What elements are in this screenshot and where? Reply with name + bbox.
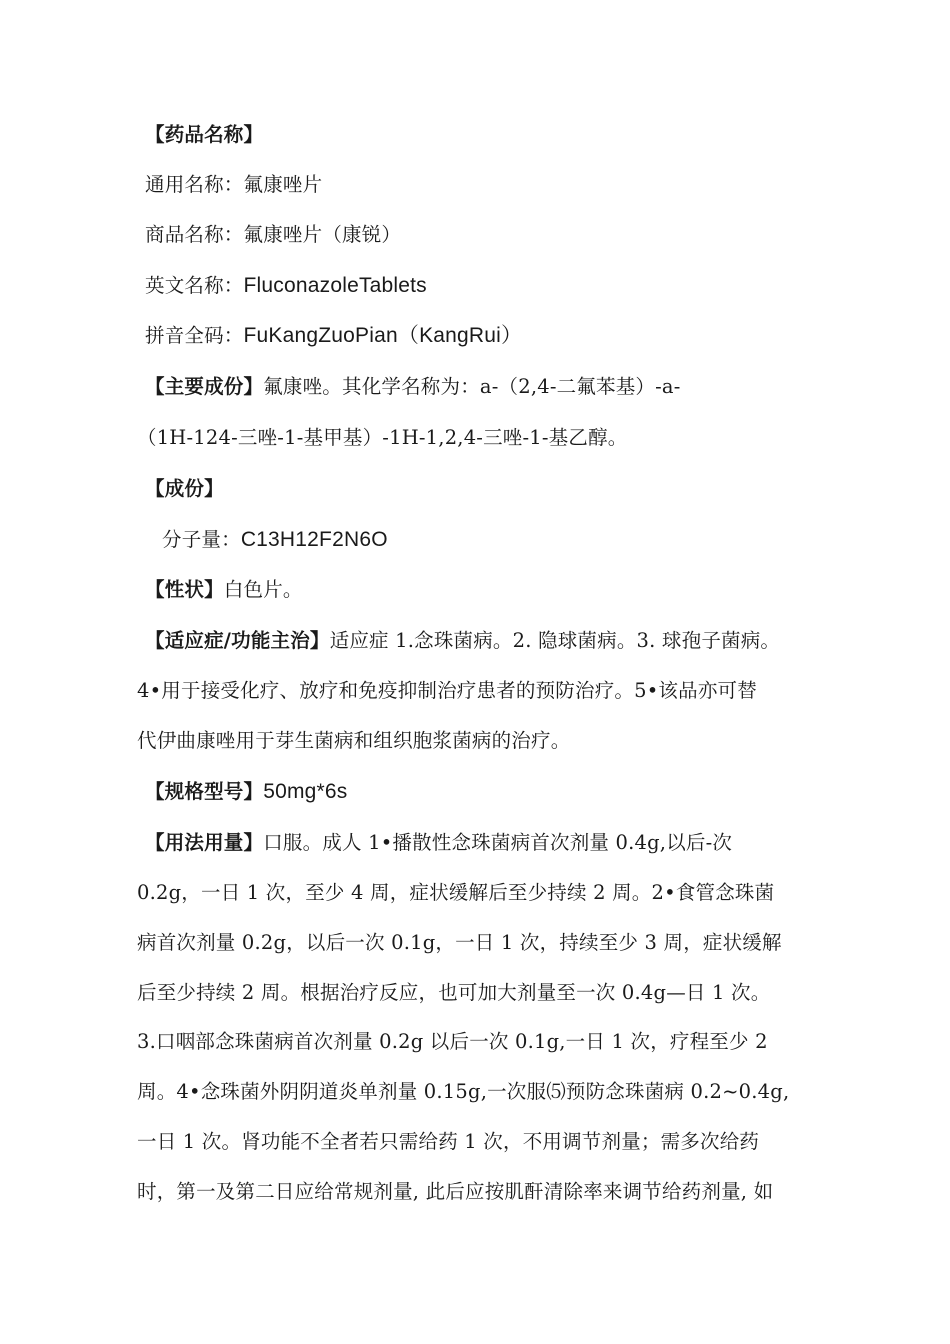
dosage-heading: 【用法用量】 bbox=[145, 831, 264, 854]
ingredient-heading: 【成份】 bbox=[145, 477, 224, 500]
drug-name-heading-row bbox=[145, 118, 835, 152]
dosage-row bbox=[145, 826, 835, 860]
trade-name-label: 商品名称： bbox=[145, 223, 244, 246]
ingredient-heading-row bbox=[145, 472, 835, 506]
indications-row bbox=[145, 624, 835, 658]
dosage-text: 后至少持续 2 周。根据治疗反应，也可加大剂量至一次 0.4g—日 1 次。 bbox=[137, 981, 771, 1004]
main-ingredient-text-line1: 氟康唑。其化学名称为：a-（2,4-二氟苯基）-a- bbox=[263, 375, 681, 398]
dosage-line bbox=[137, 1125, 827, 1159]
pinyin-name-label: 拼音全码： bbox=[145, 324, 244, 347]
molecular-formula-value: C13H12F2N6O bbox=[240, 528, 388, 551]
indications-text-line1: 适应症 1.念珠菌病。2. 隐球菌病。3. 球孢子菌病。 bbox=[329, 629, 781, 652]
trade-name-value: 氟康唑片（康锐） bbox=[243, 223, 402, 246]
trade-name-row bbox=[145, 218, 835, 252]
indications-line3-row bbox=[137, 724, 827, 758]
specification-row bbox=[145, 775, 835, 809]
english-name-value: FluconazoleTablets bbox=[243, 274, 427, 297]
dosage-line bbox=[137, 876, 827, 910]
dosage-text: 0.2g，一日 1 次，至少 4 周，症状缓解后至少持续 2 周。2•食管念珠菌 bbox=[137, 881, 775, 904]
molecular-formula-row bbox=[162, 523, 852, 557]
indications-line2-row bbox=[137, 674, 827, 708]
dosage-line bbox=[137, 976, 827, 1010]
dosage-text: 3.口咽部念珠菌病首次剂量 0.2g 以后一次 0.1g,一日 1 次，疗程至少 2 bbox=[137, 1030, 768, 1053]
appearance-row bbox=[145, 573, 835, 607]
pinyin-name-value: FuKangZuoPian（KangRui） bbox=[243, 324, 523, 347]
dosage-text: 周。4•念珠菌外阴阴道炎单剂量 0.15g,一次服⑸预防念珠菌病 0.2~0.4g, bbox=[137, 1080, 790, 1103]
dosage-text: 时，第一及第二日应给常规剂量, 此后应按肌酐清除率来调节给药剂量, 如 bbox=[137, 1180, 774, 1203]
molecular-formula-label: 分子量： bbox=[162, 528, 241, 551]
dosage-line bbox=[137, 926, 827, 960]
dosage-text-line1: 口服。成人 1•播散性念珠菌病首次剂量 0.4g,以后-次 bbox=[263, 831, 733, 854]
dosage-text: 病首次剂量 0.2g，以后一次 0.1g，一日 1 次，持续至少 3 周，症状缓解 bbox=[137, 931, 782, 954]
specification-heading: 【规格型号】 bbox=[145, 780, 264, 803]
main-ingredient-text-line2: （1H-124-三唑-1-基甲基）-1H-1,2,4-三唑-1-基乙醇。 bbox=[137, 426, 628, 449]
indications-text-line2: 4•用于接受化疗、放疗和免疫抑制治疗患者的预防治疗。5•该品亦可替 bbox=[137, 679, 757, 702]
generic-name-row bbox=[145, 168, 835, 202]
appearance-text: 白色片。 bbox=[223, 578, 303, 601]
drug-name-heading: 【药品名称】 bbox=[145, 123, 264, 146]
pinyin-name-row bbox=[145, 319, 835, 353]
indications-heading: 【适应症/功能主治】 bbox=[145, 629, 330, 652]
main-ingredient-line2-row bbox=[137, 421, 827, 455]
english-name-row bbox=[145, 269, 835, 303]
main-ingredient-heading: 【主要成份】 bbox=[145, 375, 264, 398]
indications-text-line3: 代伊曲康唑用于芽生菌病和组织胞浆菌病的治疗。 bbox=[137, 729, 571, 752]
main-ingredient-row bbox=[145, 370, 835, 404]
specification-text: 50mg*6s bbox=[263, 780, 348, 803]
generic-name-label: 通用名称： bbox=[145, 173, 244, 196]
dosage-text: 一日 1 次。肾功能不全者若只需给药 1 次，不用调节剂量；需多次给药 bbox=[137, 1130, 760, 1153]
dosage-line bbox=[137, 1075, 827, 1109]
generic-name-value: 氟康唑片 bbox=[243, 173, 323, 196]
dosage-line bbox=[137, 1025, 827, 1059]
english-name-label: 英文名称： bbox=[145, 274, 244, 297]
dosage-line bbox=[137, 1175, 827, 1209]
appearance-heading: 【性状】 bbox=[145, 578, 224, 601]
